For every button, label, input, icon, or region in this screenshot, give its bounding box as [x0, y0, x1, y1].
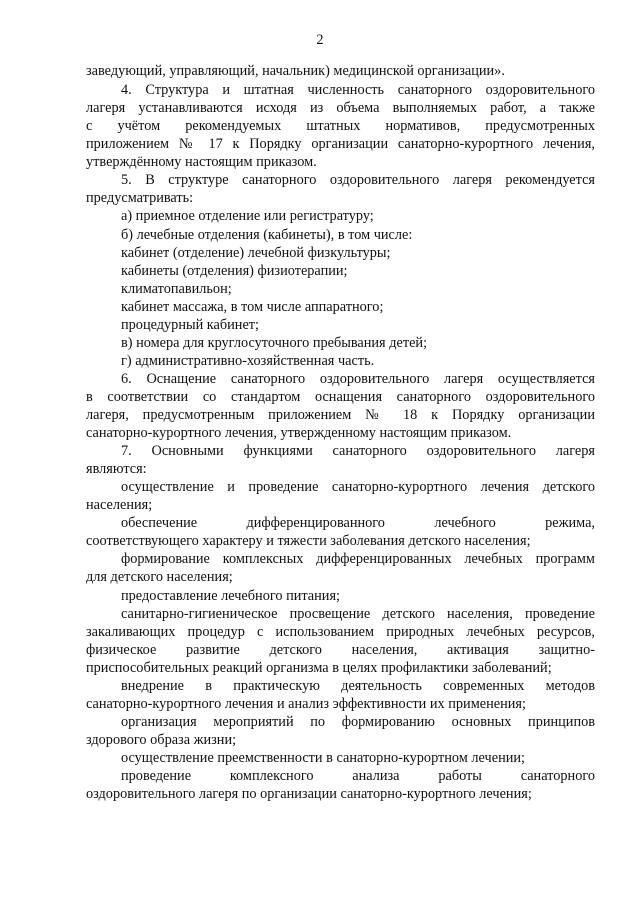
text-line: климатопавильон; [121, 281, 232, 297]
text-line: физическое развитие детского населения, активация защитно- [86, 642, 595, 658]
text-line: соответствующего характеру и тяжести заболевания детского населения; [86, 533, 531, 549]
text-line: 7. Основными функциями санаторного оздоровительного лагеря [121, 443, 595, 459]
text-line: предоставление лечебного питания; [121, 588, 340, 604]
text-line: утверждённому настоящим приказом. [86, 154, 317, 170]
text-line: заведующий, управляющий, начальник) медицинской организации». [86, 63, 505, 79]
text-line: лагеря устанавливаются исходя из объема выполняемых работ, а также [86, 100, 595, 116]
text-line: кабинет массажа, в том числе аппаратного; [121, 299, 384, 315]
text-line: закаливающих процедур с использованием природных лечебных ресурсов, [86, 624, 595, 640]
text-line: лагеря, предусмотренным приложением № 18 к Порядку организации [86, 407, 595, 423]
text-line: формирование комплексных дифференцированных лечебных программ [121, 551, 595, 567]
text-line: внедрение в практическую деятельность современных методов [121, 678, 595, 694]
text-line: санитарно-гигиеническое просвещение детского населения, проведение [121, 606, 595, 622]
text-line: здорового образа жизни; [86, 732, 237, 748]
text-line: приложением № 17 к Порядку организации санаторно-курортного лечения, [86, 136, 595, 152]
text-line: проведение комплексного анализа работы санаторного [121, 768, 595, 784]
text-line: санаторно-курортного лечения и анализ эффективности их применения; [86, 696, 526, 712]
page-number: 2 [316, 32, 324, 48]
text-line: приспособительных реакций организма в целях профилактики заболеваний; [86, 660, 552, 676]
text-line: санаторно-курортного лечения, утвержденному настоящим приказом. [86, 425, 512, 441]
text-line: 4. Структура и штатная численность санаторного оздоровительного [121, 82, 595, 98]
text-line: кабинет (отделение) лечебной физкультуры; [121, 245, 391, 261]
text-line: процедурный кабинет; [121, 317, 260, 333]
text-line: а) приемное отделение или регистратуру; [121, 208, 374, 224]
text-line: организация мероприятий по формированию основных принципов [121, 714, 595, 730]
text-line: 6. Оснащение санаторного оздоровительного лагеря осуществляется [121, 371, 595, 387]
text-line: 5. В структуре санаторного оздоровительного лагеря рекомендуется [121, 172, 595, 188]
text-line: с учётом рекомендуемых штатных нормативов, предусмотренных [86, 118, 595, 134]
text-line: оздоровительного лагеря по организации санаторно-курортного лечения; [86, 786, 532, 802]
text-line: б) лечебные отделения (кабинеты), в том числе: [121, 227, 413, 243]
text-line: в) номера для круглосуточного пребывания детей; [121, 335, 428, 351]
text-line: кабинеты (отделения) физиотерапии; [121, 263, 348, 279]
text-line: г) административно-хозяйственная часть. [121, 353, 375, 369]
text-line: являются: [86, 461, 147, 477]
text-line: осуществление преемственности в санаторно-курортном лечении; [121, 750, 526, 766]
text-line: предусматривать: [86, 190, 194, 206]
text-line: населения; [86, 497, 153, 513]
text-line: для детского населения; [86, 569, 233, 585]
text-line: осуществление и проведение санаторно-курортного лечения детского [121, 479, 595, 495]
text-line: обеспечение дифференцированного лечебного режима, [121, 515, 595, 531]
text-line: в соответствии со стандартом оснащения санаторного оздоровительного [86, 389, 595, 405]
